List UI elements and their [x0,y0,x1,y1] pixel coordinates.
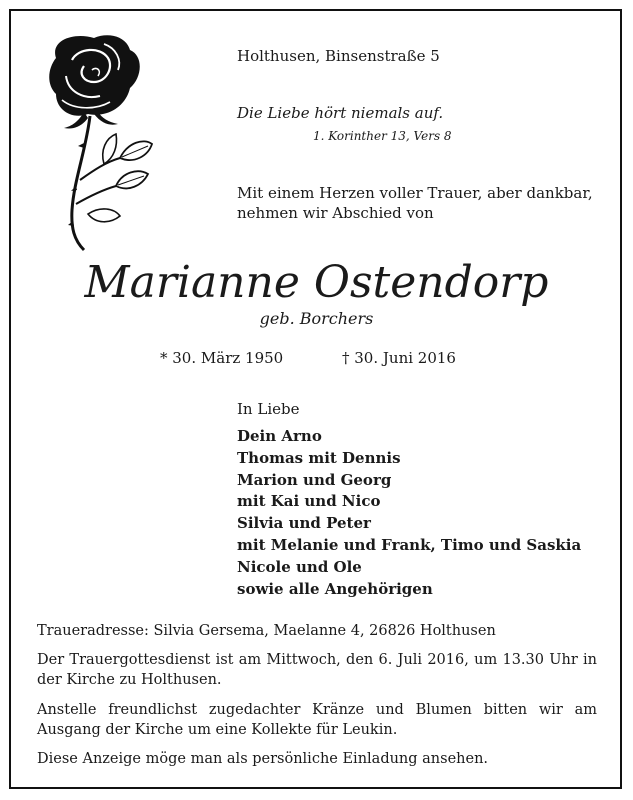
donation-request: Anstelle freundlichst zugedachter Kränze und Blumen bitten wir am Ausgang der Kirche um eine Kollekte für Leukin. [37,702,597,738]
birth-date: * 30. März 1950 [160,349,284,367]
mourner-name: Nicole und Ole [237,557,362,576]
intro-line-1: Mit einem Herzen voller Trauer, aber dankbar, [237,184,593,202]
mourner-name: sowie alle Angehörigen [237,579,433,598]
deceased-name: Marianne Ostendorp [84,257,549,308]
mourners-list [237,426,581,600]
death-date: † 30. Juni 2016 [342,349,456,367]
mourner-name: Silvia und Peter [237,514,371,533]
mourner-name: Marion und Georg [237,470,392,489]
maiden-name: geb. Borchers [259,309,374,328]
address-line: Holthusen, Binsenstraße 5 [237,47,440,65]
mourner-name: mit Kai und Nico [237,492,381,511]
intro-line-2: nehmen wir Abschied von [237,204,434,222]
bible-quote: Die Liebe hört niemals auf. [237,104,444,122]
service-info: Der Trauergottesdienst ist am Mittwoch, den 6. Juli 2016, um 13.30 Uhr in der Kirche zu Holthusen. [37,652,597,688]
invitation-note: Diese Anzeige möge man als persönliche Einladung ansehen. [37,751,489,767]
mourners-intro: In Liebe [237,400,300,418]
rose-icon [44,30,154,255]
mourner-name: Dein Arno [237,427,322,445]
mourner-name: mit Melanie und Frank, Timo und Saskia [237,535,582,554]
mourner-name: Thomas mit Dennis [237,448,401,467]
mourning-address: Traueradresse: Silvia Gersema, Maelanne 4, 26826 Holthusen [37,623,496,639]
quote-source: 1. Korinther 13, Vers 8 [313,129,452,143]
